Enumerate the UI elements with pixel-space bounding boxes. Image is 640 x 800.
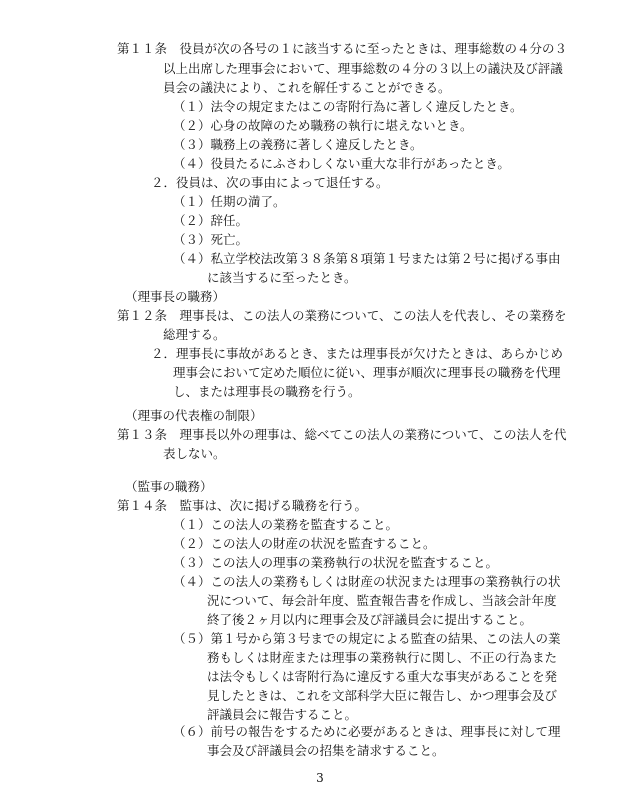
article-14-item-4-text: 終了後２ヶ月以内に理事会及び評議員会に提出すること。 (207, 612, 533, 627)
article-11-p2-item-1: （１）任期の満了。 (173, 194, 286, 209)
article-11-item-3: （３）職務上の義務に著しく違反したとき。 (173, 137, 423, 152)
article-14-item-5-text: 務もしくは財産または理事の業務執行に関し、不正の行為また (207, 650, 558, 665)
article-12-paragraph-2-text: し、または理事長の職務を行う。 (173, 384, 361, 399)
article-13-text: 表しない。 (163, 446, 226, 461)
article-11-p2-item-4: （４）私立学校法改第３８条第８項第１号または第２号に掲げる事由 (173, 251, 561, 266)
article-12-paragraph-2: ２．理事長に事故があるとき、または理事長が欠けたときは、あらかじめ (151, 346, 564, 361)
article-11-p2-item-2: （２）辞任。 (173, 213, 249, 228)
article-14-item-2: （２）この法人の財産の状況を監査すること。 (173, 536, 436, 551)
article-14-item-1: （１）この法人の業務を監査すること。 (173, 517, 399, 532)
article-12-caption: （理事長の職務） (125, 289, 226, 304)
article-12-text: 総理する。 (163, 327, 226, 342)
article-14-heading: 第１４条 監事は、次に掲げる職務を行う。 (117, 498, 368, 513)
article-11-p2-item-3: （３）死亡。 (173, 232, 249, 247)
article-14-item-3: （３）この法人の理事の業務執行の状況を監査すること。 (173, 555, 499, 570)
article-11-p2-item-4-text: に該当するに至ったとき。 (207, 270, 357, 285)
article-11-text: 以上出席した理事会において、理事総数の４分の３以上の議決及び評議 (163, 61, 563, 76)
article-14-item-5-text: 評議員会に報告すること。 (207, 707, 358, 722)
article-11-paragraph-2: ２．役員は、次の事由によって退任する。 (151, 175, 389, 190)
article-13-heading: 第１３条 理事長以外の理事は、総べてこの法人の業務について、この法人を代 (117, 427, 567, 442)
article-14-caption: （監事の職務） (125, 479, 213, 494)
article-14-item-5-text: 見したときは、これを文部科学大臣に報告し、かつ理事会及び (207, 688, 558, 703)
article-14-item-4: （４）この法人の業務もしくは財産の状況または理事の業務執行の状 (173, 574, 561, 589)
article-14-item-4-text: 況について、毎会計年度、監査報告書を作成し、当該会計年度 (207, 593, 557, 608)
article-14-item-6-text: 事会及び評議員会の招集を請求すること。 (207, 743, 445, 758)
article-11-heading: 第１１条 役員が次の各号の１に該当するに至ったときは、理事総数の４分の３ (117, 41, 568, 56)
article-11-text: 員会の議決により、これを解任することができる。 (163, 80, 451, 95)
article-11-item-4: （４）役員たるにふさわしくない重大な非行があったとき。 (173, 156, 510, 171)
article-11-item-2: （２）心身の故障のため職務の執行に堪えないとき。 (173, 118, 473, 133)
article-13-caption: （理事の代表権の制限） (125, 408, 263, 423)
article-14-item-6: （６）前号の報告をするために必要があるときは、理事長に対して理 (173, 724, 561, 739)
article-14-item-5-text: は法令もしくは寄附行為に違反する重大な事実があることを発 (207, 669, 558, 684)
page-number: 3 (316, 771, 324, 785)
article-14-item-5: （５）第１号から第３号までの規定による監査の結果、この法人の業 (173, 631, 561, 646)
article-12-paragraph-2-text: 理事会において定めた順位に従い、理事が順次に理事長の職務を代理 (173, 365, 561, 380)
article-12-heading: 第１２条 理事長は、この法人の業務について、この法人を代表し、その業務を (117, 308, 567, 323)
article-11-item-1: （１）法令の規定またはこの寄附行為に著しく違反したとき。 (173, 99, 523, 114)
